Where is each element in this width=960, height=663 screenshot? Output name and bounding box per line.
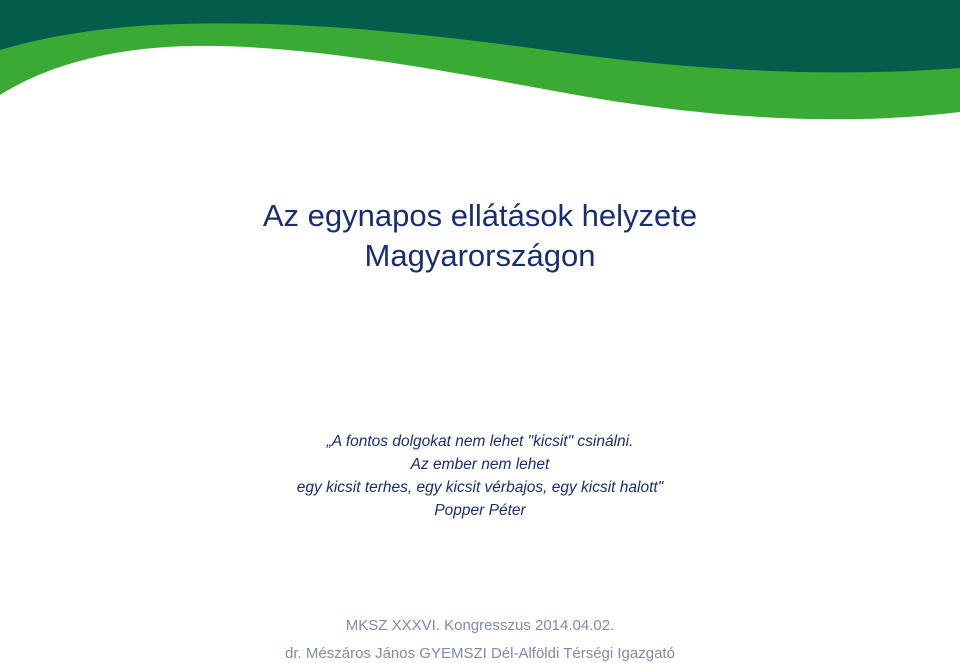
quote-line-1: „A fontos dolgokat nem lehet "kicsit" csinálni.	[326, 433, 634, 450]
footer-author: dr. Mészáros János GYEMSZI Dél-Alföldi Térségi Igazgató	[285, 645, 675, 662]
quote-line-3: egy kicsit terhes, egy kicsit vérbajos, egy kicsit halott"	[296, 479, 664, 496]
slide-title	[180, 196, 780, 276]
footer-event: MKSZ XXXVI. Kongresszus 2014.04.02.	[345, 617, 615, 634]
title-line-2: Magyarországon	[364, 238, 596, 273]
quote-author: Popper Péter	[434, 502, 526, 519]
quote-line-2: Az ember nem lehet	[410, 456, 550, 473]
title-line-1: Az egynapos ellátások helyzete	[262, 198, 698, 233]
header-wave-decoration	[0, 0, 960, 130]
quote-block	[230, 430, 730, 522]
